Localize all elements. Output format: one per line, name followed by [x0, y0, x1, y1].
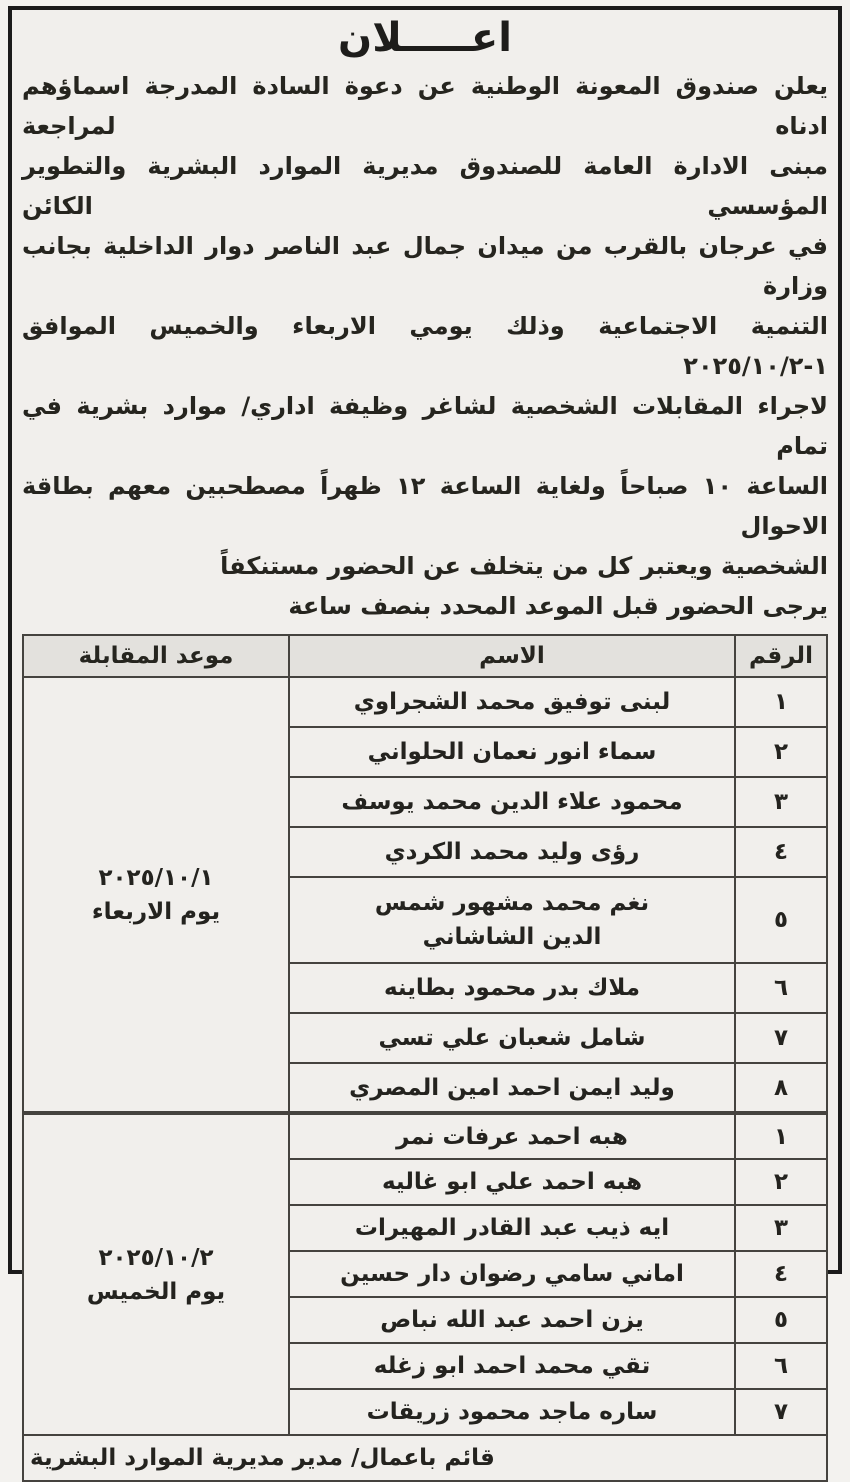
name-cell: اماني سامي رضوان دار حسين [289, 1251, 735, 1297]
announcement-body [22, 66, 828, 626]
announcement-line: التنمية الاجتماعية وذلك يومي الاربعاء والخميس الموافق ١-٢٠٢٥/١٠/٢ [22, 312, 828, 380]
number-cell: ٢ [735, 727, 827, 777]
date-cell [23, 677, 289, 1113]
name-cell: هبه احمد علي ابو غاليه [289, 1159, 735, 1205]
name-cell: تقي محمد احمد ابو زغله [289, 1343, 735, 1389]
announcement-line: يعلن صندوق المعونة الوطنية عن دعوة السادة المدرجة اسماؤهم ادناه لمراجعة [22, 72, 828, 140]
number-cell: ٤ [735, 1251, 827, 1297]
name-cell: شامل شعبان علي تسي [289, 1013, 735, 1063]
number-cell: ٨ [735, 1063, 827, 1113]
announcement-line: الشخصية ويعتبر كل من يتخلف عن الحضور مستنكفاً [220, 552, 828, 580]
number-cell: ٤ [735, 827, 827, 877]
number-cell: ٣ [735, 1205, 827, 1251]
interview-table [22, 634, 828, 1482]
name-cell: لبنى توفيق محمد الشجراوي [289, 677, 735, 727]
table-header [23, 635, 827, 677]
signature-row [23, 1435, 827, 1481]
number-cell: ٦ [735, 1343, 827, 1389]
name-cell: رؤى وليد محمد الكردي [289, 827, 735, 877]
date-cell [23, 1113, 289, 1435]
name-cell: وليد ايمن احمد امين المصري [289, 1063, 735, 1113]
name-cell [289, 877, 735, 963]
name-cell: يزن احمد عبد الله نباص [289, 1297, 735, 1343]
name-cell: سماء انور نعمان الحلواني [289, 727, 735, 777]
column-header-number: الرقم [735, 635, 827, 677]
announcement-title: اعـــــلان [338, 15, 512, 61]
number-cell: ١ [735, 677, 827, 727]
name-cell: ساره ماجد محمود زريقات [289, 1389, 735, 1435]
number-cell: ٢ [735, 1159, 827, 1205]
interview-day: يوم الاربعاء [91, 898, 221, 925]
announcement-line: يرجى الحضور قبل الموعد المحدد بنصف ساعة [288, 592, 828, 620]
number-cell: ٥ [735, 1297, 827, 1343]
number-cell: ١ [735, 1113, 827, 1159]
announcement-frame [8, 6, 842, 1471]
announcement-line: في عرجان بالقرب من ميدان جمال عبد الناصر دوار الداخلية بجانب وزارة [22, 232, 828, 300]
column-header-name: الاسم [289, 635, 735, 677]
number-cell: ٦ [735, 963, 827, 1013]
number-cell: ٥ [735, 877, 827, 963]
column-header-date: موعد المقابلة [23, 635, 289, 677]
interview-date: ٢٠٢٥/١٠/١ [98, 864, 214, 891]
name-cell: ملاك بدر محمود بطاينه [289, 963, 735, 1013]
name-cell: هبه احمد عرفات نمر [289, 1113, 735, 1159]
interview-day: يوم الخميس [86, 1278, 226, 1305]
number-cell: ٧ [735, 1389, 827, 1435]
table-row [23, 677, 827, 727]
announcement-line: مبنى الادارة العامة للصندوق مديرية الموارد البشرية والتطوير المؤسسي الكائن [22, 152, 828, 220]
name-cell: محمود علاء الدين محمد يوسف [289, 777, 735, 827]
number-cell: ٧ [735, 1013, 827, 1063]
interview-date: ٢٠٢٥/١٠/٢ [98, 1244, 214, 1271]
table-row [23, 1113, 827, 1159]
announcement-line: لاجراء المقابلات الشخصية لشاغر وظيفة اداري/ موارد بشرية في تمام [22, 392, 828, 460]
signature: قائم باعمال/ مدير مديرية الموارد البشرية [23, 1435, 827, 1481]
number-cell: ٣ [735, 777, 827, 827]
name-cell: ايه ذيب عبد القادر المهيرات [289, 1205, 735, 1251]
name-text: نغم محمد مشهور شمس الدين الشاشاني [374, 890, 650, 950]
announcement-line: الساعة ١٠ صباحاً ولغاية الساعة ١٢ ظهراً مصطحبين معهم بطاقة الاحوال [22, 472, 828, 540]
